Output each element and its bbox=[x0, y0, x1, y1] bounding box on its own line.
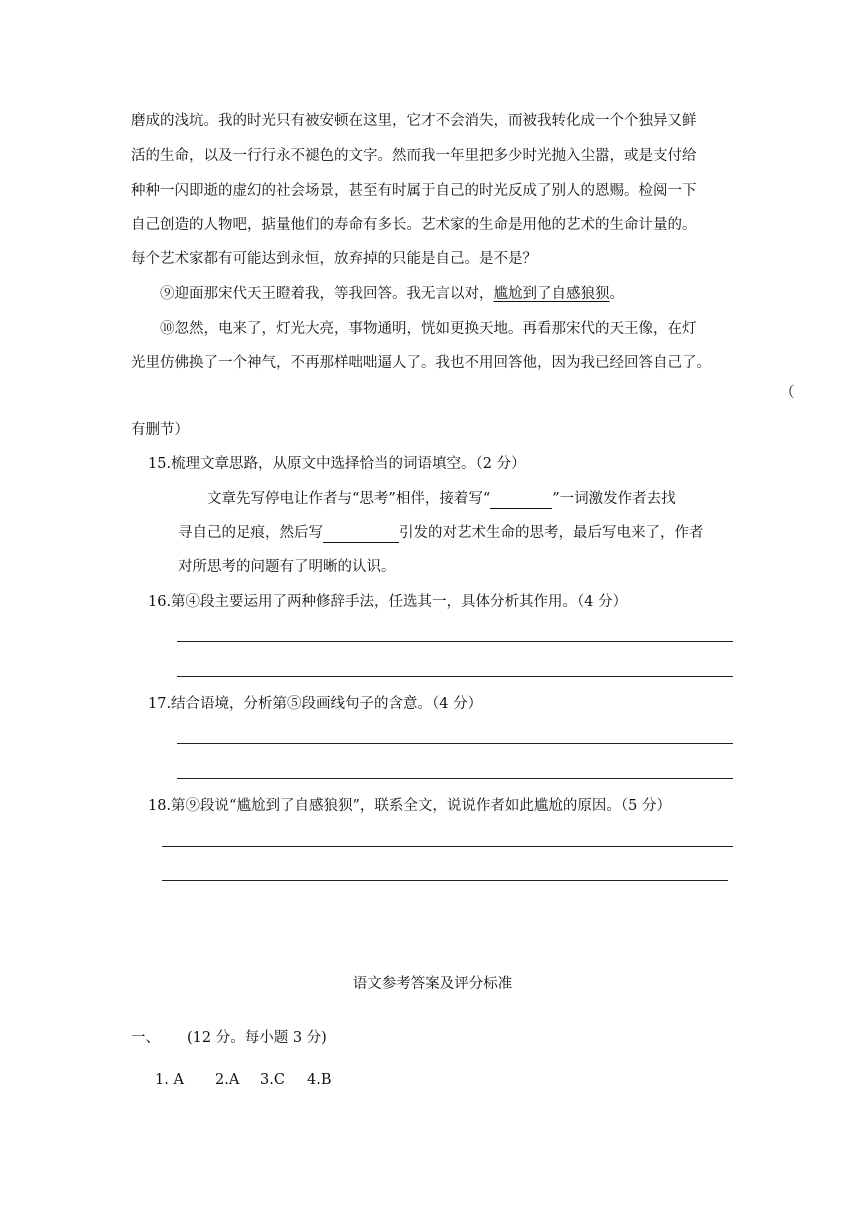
answer-line[interactable] bbox=[162, 846, 733, 847]
answer-line[interactable] bbox=[177, 641, 733, 642]
answer-key-heading: 语文参考答案及评分标准 bbox=[352, 976, 513, 992]
answer-item: 3.C bbox=[260, 1072, 285, 1088]
question-15-line1 bbox=[207, 489, 676, 509]
question-18-title: 18.第⑨段说“尴尬到了自感狼狈”，联系全文，说说作者如此尴尬的原因。（5 分） bbox=[148, 798, 671, 814]
paragraph-9 bbox=[160, 284, 624, 304]
q15-text-c: 寻自己的足痕，然后写 bbox=[178, 525, 323, 541]
answer-line[interactable] bbox=[177, 778, 733, 779]
paren-open: （ bbox=[780, 385, 795, 401]
question-16-title: 16.第④段主要运用了两种修辞手法，任选其一，具体分析其作用。（4 分） bbox=[148, 594, 628, 610]
q15-text-b: ”一词激发作者去找 bbox=[552, 491, 676, 507]
passage-line: 种种一闪即逝的虚幻的社会场景，甚至有时属于自己的时光反成了别人的恩赐。检阅一下 bbox=[131, 183, 697, 199]
source-note: 有删节） bbox=[131, 422, 189, 438]
answer-line[interactable] bbox=[177, 676, 733, 677]
answer-item: 2.A bbox=[215, 1072, 240, 1088]
question-15-line3: 对所思考的问题有了明晰的认识。 bbox=[178, 559, 396, 575]
question-15-line2 bbox=[178, 523, 704, 543]
answer-item: 1. A bbox=[155, 1072, 184, 1088]
answer-item: 4.B bbox=[307, 1072, 332, 1088]
paragraph-9-end: 。 bbox=[609, 286, 624, 302]
question-17-title: 17.结合语境，分析第⑤段画线句子的含意。（4 分） bbox=[148, 696, 483, 712]
section-score: (12 分。每小题 3 分) bbox=[187, 1030, 327, 1046]
passage-line: 磨成的浅坑。我的时光只有被安顿在这里，它才不会消失，而被我转化成一个个独异又鲜 bbox=[131, 113, 697, 129]
q15-text-a: 文章先写停电让作者与“思考”相伴，接着写“ bbox=[207, 491, 491, 507]
passage-line: 每个艺术家都有可能达到永恒，放弃掉的只能是自己。是不是？ bbox=[131, 251, 537, 267]
paragraph-10-line: 光里仿佛换了一个神气，不再那样咄咄逼人了。我也不用回答他，因为我已经回答自己了。 bbox=[131, 355, 711, 371]
q15-blank-2[interactable] bbox=[323, 526, 399, 543]
answer-line[interactable] bbox=[162, 880, 728, 881]
passage-line: 自己创造的人物吧，掂量他们的寿命有多长。艺术家的生命是用他的艺术的生命计量的。 bbox=[131, 217, 697, 233]
underlined-phrase: 尴尬到了自感狼狈 bbox=[493, 286, 610, 302]
answer-line[interactable] bbox=[177, 743, 733, 744]
question-15-title: 15.梳理文章思路，从原文中选择恰当的词语填空。（2 分） bbox=[148, 456, 526, 472]
paragraph-9-text: ⑨迎面那宋代天王瞪着我，等我回答。我无言以对， bbox=[160, 286, 494, 302]
q15-text-d: 引发的对艺术生命的思考，最后写电来了，作者 bbox=[399, 525, 704, 541]
q15-blank-1[interactable] bbox=[490, 492, 552, 509]
paragraph-10-line: ⑩忽然，电来了，灯光大亮，事物通明，恍如更换天地。再看那宋代的天王像，在灯 bbox=[160, 321, 697, 337]
section-number: 一、 bbox=[131, 1030, 160, 1046]
passage-line: 活的生命，以及一行行永不褪色的文字。然而我一年里把多少时光抛入尘嚣，或是支付给 bbox=[131, 148, 697, 164]
